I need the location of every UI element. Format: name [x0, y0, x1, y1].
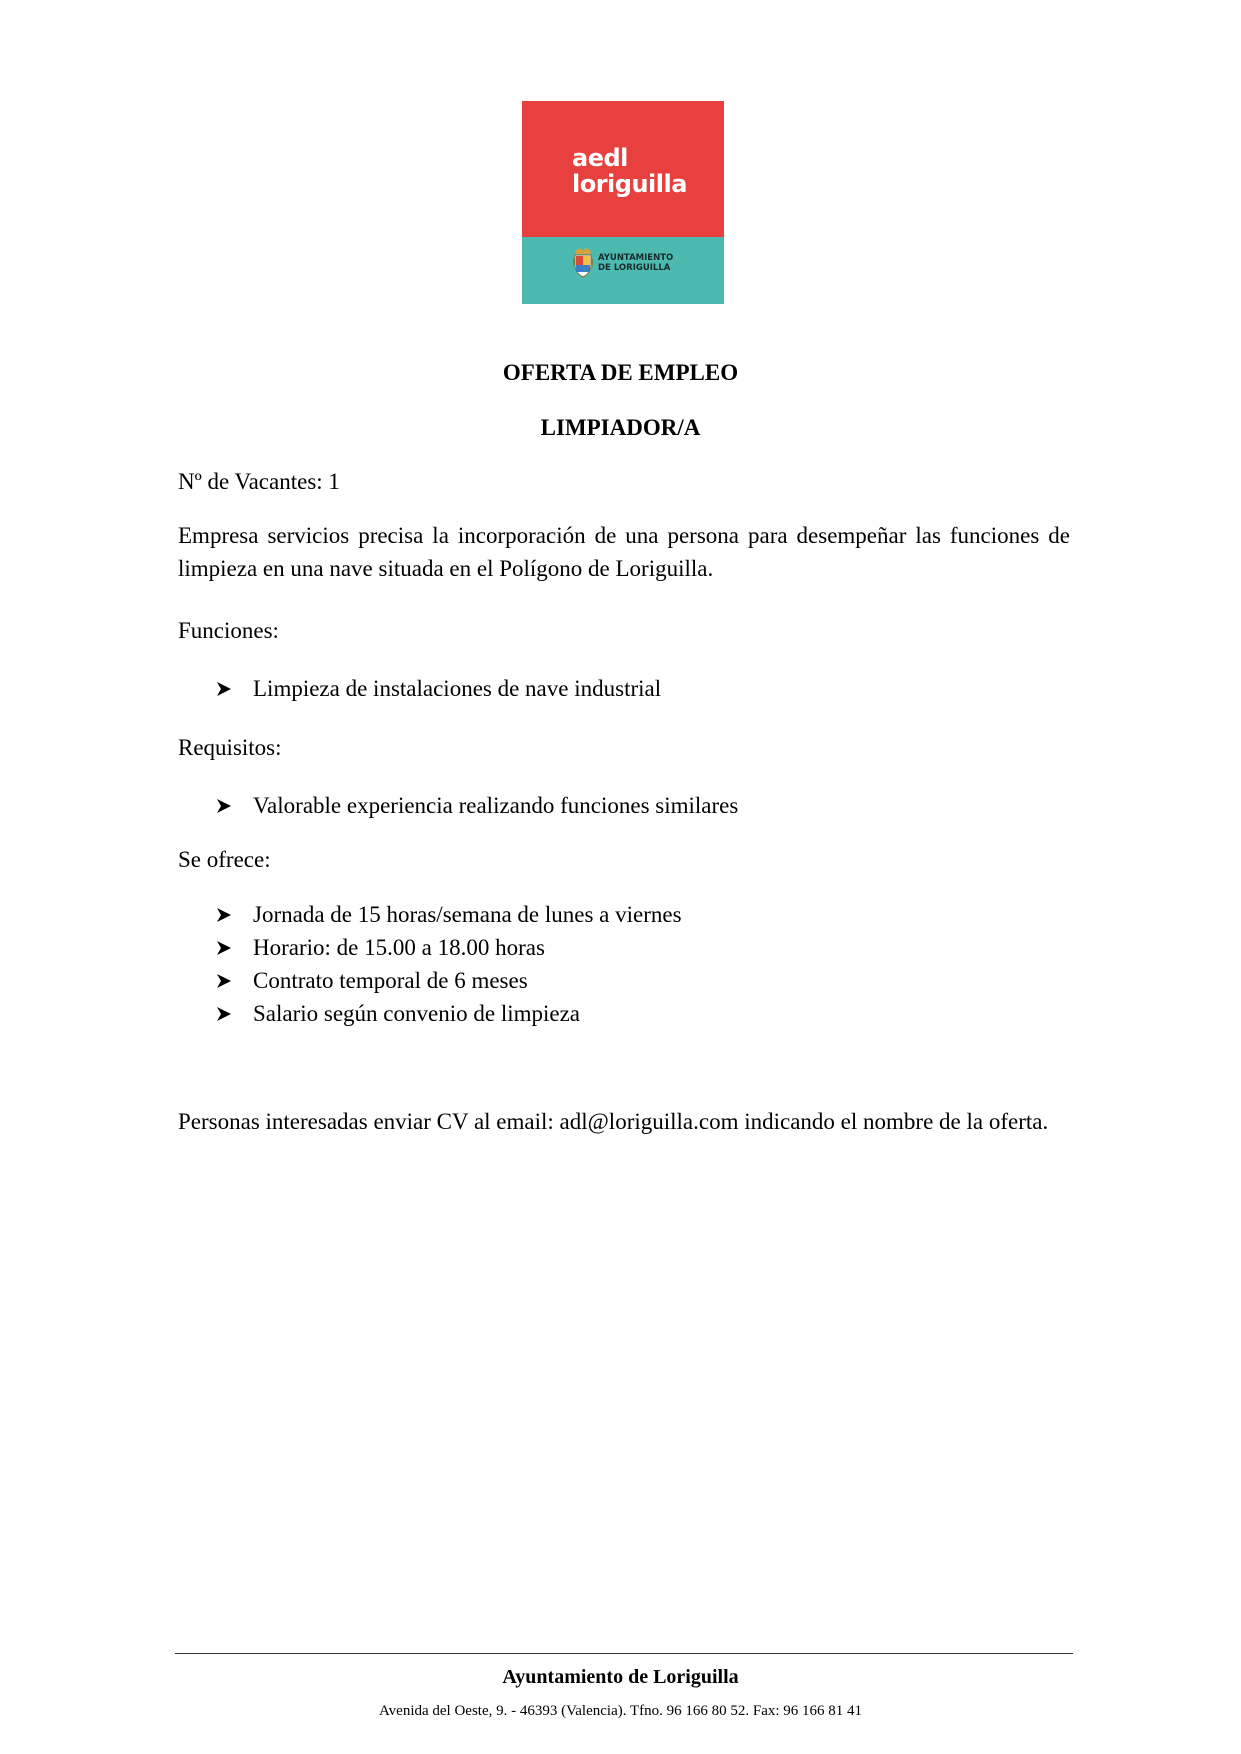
- page-title: OFERTA DE EMPLEO: [502, 360, 739, 385]
- aedl-logo: [522, 101, 724, 304]
- list-item: [216, 898, 1076, 931]
- footer-organization-name: Ayuntamiento de Loriguilla: [502, 1666, 739, 1688]
- logo-institution-line1: AYUNTAMIENTO: [598, 253, 674, 263]
- list-item: [216, 672, 1076, 705]
- list-item: [216, 997, 1076, 1030]
- list-item: [216, 789, 1076, 822]
- requisitos-list: [216, 789, 1076, 822]
- arrow-bullet-icon: [216, 940, 232, 956]
- list-item-text: Jornada de 15 horas/semana de lunes a viernes: [253, 902, 682, 927]
- funciones-list: [216, 672, 1076, 705]
- arrow-bullet-icon: [216, 681, 232, 697]
- footer-divider: [175, 1653, 1073, 1654]
- logo-wordmark-line2: loriguilla: [572, 170, 687, 198]
- job-title: LIMPIADOR/A: [540, 415, 701, 440]
- list-item-text: Horario: de 15.00 a 18.00 horas: [253, 935, 545, 960]
- list-item-text: Contrato temporal de 6 meses: [253, 968, 528, 993]
- list-item-text: Limpieza de instalaciones de nave industrial: [253, 676, 662, 701]
- list-item-text: Salario según convenio de limpieza: [253, 1001, 581, 1026]
- footer-address: Avenida del Oeste, 9. - 46393 (Valencia). Tfno. 96 166 80 52. Fax: 96 166 81 41: [378, 1703, 863, 1719]
- logo-wordmark: [572, 145, 687, 197]
- coat-of-arms-icon: [572, 248, 594, 278]
- contact-paragraph: Personas interesadas enviar CV al email: adl@loriguilla.com indicando el nombre de la oferta.: [178, 1109, 1049, 1134]
- ofrece-heading: Se ofrece:: [178, 847, 271, 872]
- logo-institution-text: [598, 253, 673, 273]
- vacancies-count: Nº de Vacantes: 1: [178, 469, 340, 494]
- requisitos-heading: Requisitos:: [178, 735, 282, 760]
- logo-wordmark-line1: aedl: [572, 144, 628, 172]
- arrow-bullet-icon: [216, 798, 232, 814]
- list-item-text: Valorable experiencia realizando funciones similares: [253, 793, 739, 818]
- arrow-bullet-icon: [216, 1006, 232, 1022]
- funciones-heading: Funciones:: [178, 618, 279, 643]
- arrow-bullet-icon: [216, 907, 232, 923]
- intro-paragraph: Empresa servicios precisa la incorporación de una persona para desempeñar las funciones de limpieza en una nave situada en el Polígono de Loriguilla.: [178, 523, 1070, 581]
- list-item: [216, 931, 1076, 964]
- logo-institution-line2: DE LORIGUILLA: [598, 263, 671, 273]
- arrow-bullet-icon: [216, 973, 232, 989]
- ofrece-list: [216, 898, 1076, 1030]
- list-item: [216, 964, 1076, 997]
